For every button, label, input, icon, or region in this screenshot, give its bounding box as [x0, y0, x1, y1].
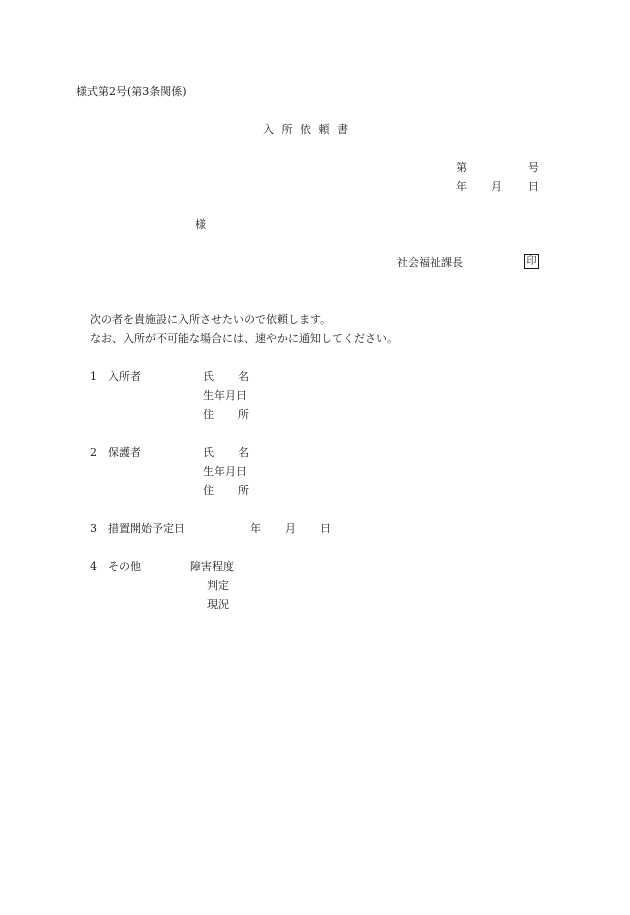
- section-1-name-label-b: 名: [238, 370, 249, 383]
- section-2-label: 保護者: [108, 446, 141, 459]
- document-number-prefix: 第: [456, 161, 467, 174]
- form-number: 様式第2号(第3条関係): [76, 85, 187, 98]
- section-4-judgment-label: 判定: [207, 579, 229, 592]
- section-1-address-label-a: 住: [203, 408, 214, 421]
- section-3-number: 3: [90, 522, 97, 535]
- date-day-label: 日: [528, 180, 539, 193]
- section-2-address-label-a: 住: [203, 484, 214, 497]
- document-title: 入 所 依 頼 書: [263, 123, 350, 136]
- section-3-month-label: 月: [285, 522, 296, 535]
- section-4-number: 4: [90, 560, 97, 573]
- body-text-line-1: 次の者を貴施設に入所させたいので依頼します。: [90, 313, 332, 326]
- section-2-address-label-b: 所: [238, 484, 249, 497]
- section-1-birthdate-label: 生年月日: [203, 389, 247, 402]
- addressee-honorific: 様: [195, 218, 206, 231]
- seal-stamp: 印: [524, 254, 539, 269]
- section-1-number: 1: [90, 370, 97, 383]
- section-2-number: 2: [90, 446, 97, 459]
- section-4-label: その他: [108, 560, 141, 573]
- section-1-address-label-b: 所: [238, 408, 249, 421]
- section-3-label: 措置開始予定日: [108, 522, 185, 535]
- section-3-day-label: 日: [320, 522, 331, 535]
- section-2-name-label-a: 氏: [203, 446, 214, 459]
- date-month-label: 月: [491, 180, 502, 193]
- document-number-suffix: 号: [528, 161, 539, 174]
- section-2-birthdate-label: 生年月日: [203, 465, 247, 478]
- section-1-name-label-a: 氏: [203, 370, 214, 383]
- section-4-disability-level-label: 障害程度: [190, 560, 234, 573]
- body-text-line-2: なお、入所が不可能な場合には、速やかに通知してください。: [90, 332, 398, 345]
- date-year-label: 年: [456, 180, 467, 193]
- section-4-current-status-label: 現況: [207, 598, 229, 611]
- section-1-label: 入所者: [108, 370, 141, 383]
- section-3-year-label: 年: [250, 522, 261, 535]
- sender-title: 社会福祉課長: [397, 256, 463, 269]
- section-2-name-label-b: 名: [238, 446, 249, 459]
